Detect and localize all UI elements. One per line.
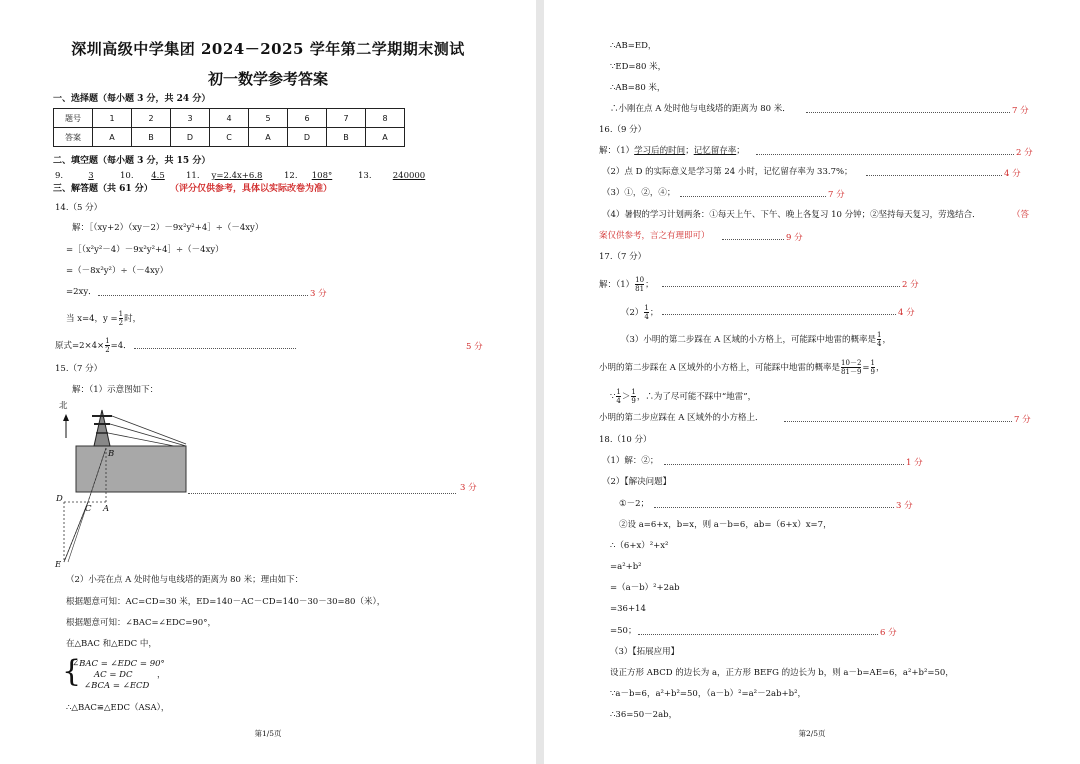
- point-label-c: C: [85, 504, 92, 514]
- score-leader: [784, 421, 1012, 422]
- score-leader: [756, 154, 1014, 155]
- q16-line: [599, 146, 745, 157]
- table-row: [54, 128, 405, 147]
- fraction: [841, 359, 861, 376]
- score-leader: [664, 464, 904, 465]
- q17-text: 小明的第二步踩在 A 区域外的小方格上，可能踩中地雷的概率是: [599, 363, 841, 373]
- fill-a10: 4.5: [151, 171, 165, 181]
- scoring-note: （评分仅供参考，具体以实际改卷为准）: [170, 184, 333, 194]
- q14-line: =［（x²y²－4）－9x²y²+4］÷（－4xy）: [66, 245, 224, 255]
- q18-line: ∴36=50－2ab，: [610, 710, 678, 720]
- q17-line: [621, 331, 891, 348]
- table-cell: 3: [171, 109, 210, 128]
- q17-text: ∵: [610, 392, 616, 402]
- page-title: 深圳高级中学集团 2024－2025 学年第二学期期末测试: [71, 40, 465, 58]
- fraction: [105, 337, 109, 354]
- q15-cont-line: ∴AB=80 米，: [610, 83, 666, 93]
- score-leader: [866, 175, 1002, 176]
- q18-line: 设正方形 ABCD 的边长为 a，正方形 BEFG 的边长为 b，则 a－b=AE=6，a²+b²=50，: [610, 668, 954, 678]
- score-points: 4 分: [898, 308, 915, 318]
- fraction-denominator: 2: [118, 319, 124, 327]
- fill-q13: 13.: [358, 171, 372, 181]
- page-1: [0, 0, 536, 764]
- q15-line: 根据题意可知：∠BAC=∠EDC=90°，: [66, 618, 216, 628]
- q17-text: （3）小明的第二步踩在 A 区域的小方格上，可能踩中地雷的概率是: [621, 335, 876, 345]
- score-leader: [654, 507, 894, 508]
- system-line: ∠BCA = ∠ECD: [84, 681, 150, 691]
- q17-line: [599, 276, 654, 293]
- point-label-d: D: [56, 494, 63, 504]
- q14-line: =（－8x²y²）÷（－4xy）: [66, 266, 169, 276]
- system-brace: {: [62, 654, 82, 689]
- table-cell: 4: [210, 109, 249, 128]
- q18-line: （1）解：②；: [602, 456, 659, 466]
- page-subtitle: 初一数学参考答案: [207, 70, 328, 88]
- fraction-denominator: 81: [635, 285, 645, 293]
- system-end: ，: [157, 670, 166, 680]
- q14-text: 时，: [124, 314, 142, 324]
- score-points: 1 分: [906, 458, 923, 468]
- table-row: [54, 109, 405, 128]
- score-leader: [98, 295, 308, 296]
- fraction-denominator: 2: [105, 346, 110, 354]
- fraction-denominator: 4: [876, 340, 882, 348]
- table-cell: 答案: [54, 128, 93, 147]
- q17-text: ＞: [621, 392, 631, 402]
- fraction-numerator: 1: [876, 331, 882, 339]
- fraction-numerator: 1: [870, 359, 876, 367]
- table-cell: 1: [93, 109, 132, 128]
- fraction-denominator: 81－9: [841, 368, 862, 376]
- tower-diagram: [50, 398, 200, 573]
- q18-line: =（a－b）²+2ab: [610, 583, 680, 593]
- score-points: 7 分: [1014, 415, 1031, 425]
- q14-line: [55, 337, 132, 354]
- fraction-denominator: 4: [616, 397, 621, 405]
- fraction-numerator: 1: [105, 337, 110, 345]
- north-label: 北: [59, 401, 68, 411]
- fill-q11: 11.: [186, 171, 200, 181]
- fraction-numerator: 1: [118, 310, 124, 318]
- fraction-numerator: 1: [631, 388, 636, 396]
- page-number: 第1/5页: [254, 729, 282, 738]
- q17-text: ，: [882, 335, 891, 345]
- score-points: 7 分: [1012, 106, 1029, 116]
- table-cell: C: [210, 128, 249, 147]
- q17-heading: 17.（7 分）: [599, 252, 647, 262]
- q17-text: 解：（1）: [599, 280, 635, 290]
- answer-table: [53, 108, 405, 147]
- q16-text: ；: [685, 146, 694, 156]
- q18-line: （3）【拓展应用】: [610, 647, 680, 657]
- q16-answer: 学习后的时间: [634, 146, 686, 156]
- q14-line: 解：［（xy+2）（xy－2）－9x²y²+4］÷（－4xy）: [72, 223, 264, 233]
- q16-note: 案仅供参考，言之有理即可）: [599, 231, 710, 241]
- q15-cont-line: ∴AB=ED，: [610, 41, 657, 51]
- fraction: [119, 310, 123, 327]
- fraction: [877, 331, 881, 348]
- q16-heading: 16.（9 分）: [599, 125, 647, 135]
- q17-text: ；: [645, 280, 654, 290]
- score-leader: [188, 493, 456, 494]
- power-line: [110, 424, 186, 446]
- score-leader: [680, 196, 826, 197]
- fill-q9: 9.: [55, 171, 64, 181]
- table-cell: 8: [366, 109, 405, 128]
- score-points: 3 分: [310, 289, 327, 299]
- q14-line: [66, 310, 141, 327]
- table-cell: B: [132, 128, 171, 147]
- score-points: 3 分: [896, 501, 913, 511]
- q18-line: =36+14: [610, 604, 646, 614]
- score-leader: [662, 286, 900, 287]
- system-line: ∠BAC = ∠EDC = 90°: [72, 659, 165, 669]
- q17-text: ，: [876, 363, 885, 373]
- q14-heading: 14.（5 分）: [55, 203, 103, 213]
- fill-q10: 10.: [120, 171, 134, 181]
- q17-text: ，∴为了尽可能不踩中“地雷”，: [636, 392, 757, 402]
- fill-q12: 12.: [284, 171, 298, 181]
- q18-line: ①－2；: [619, 499, 650, 509]
- score-points: 9 分: [786, 233, 803, 243]
- q15-heading: 15.（7 分）: [55, 364, 103, 374]
- fraction: [635, 276, 644, 293]
- point-label-b: B: [108, 449, 115, 459]
- q16-note: （答: [1012, 210, 1030, 220]
- table-cell: D: [288, 128, 327, 147]
- q18-line: =50；: [610, 626, 637, 636]
- table-cell: A: [93, 128, 132, 147]
- fraction: [616, 388, 620, 405]
- q16-line: （2）点 D 的实际意义是学习第 24 小时，记忆留存率为 33.7%；: [602, 167, 853, 177]
- q17-line: [610, 388, 756, 405]
- table-cell: D: [171, 128, 210, 147]
- north-arrowhead-icon: [63, 414, 69, 421]
- q17-text: =: [862, 363, 870, 373]
- table-cell: A: [249, 128, 288, 147]
- score-points: 2 分: [902, 280, 919, 290]
- fraction-numerator: 1: [616, 388, 621, 396]
- q16-line: （4）暑假的学习计划两条：①每天上午、下午、晚上各复习 10 分钟；②坚持每天复习，劳逸结合．: [602, 210, 981, 220]
- power-line: [112, 416, 186, 444]
- point-label-a: A: [103, 504, 110, 514]
- q16-text: ；: [736, 146, 745, 156]
- score-leader: [662, 314, 896, 315]
- fraction-denominator: 4: [644, 313, 649, 321]
- table-cell: 题号: [54, 109, 93, 128]
- system-line: AC = DC: [94, 670, 133, 680]
- score-leader: [806, 112, 1010, 113]
- score-points: 2 分: [1016, 148, 1033, 158]
- fraction-denominator: 9: [631, 397, 636, 405]
- q17-line: [621, 304, 658, 321]
- q18-line: ②设 a=6+x，b=x，则 a－b=6，ab=（6+x）x=7，: [619, 520, 832, 530]
- score-points: 7 分: [828, 190, 845, 200]
- q16-answer: 记忆留存率: [693, 146, 737, 156]
- section-heading-solve: 三、解答题（共 61 分）: [53, 184, 153, 194]
- fraction-numerator: 1: [644, 304, 649, 312]
- table-cell: B: [327, 128, 366, 147]
- fill-a13: 240000: [392, 171, 426, 181]
- q16-line: （3）①，②，④；: [602, 188, 676, 198]
- fraction: [631, 388, 635, 405]
- q18-heading: 18.（10 分）: [599, 435, 652, 445]
- fraction: [871, 359, 875, 376]
- q18-line: （2）【解决问题】: [602, 477, 672, 487]
- fraction-denominator: 9: [870, 368, 876, 376]
- q18-line: ∵a－b=6，a²+b²=50，（a－b）²=a²－2ab+b²，: [610, 689, 806, 699]
- score-points: 6 分: [880, 628, 897, 638]
- fill-a9: 3: [88, 171, 94, 181]
- q15-line: 解：（1）示意图如下：: [72, 385, 159, 395]
- q15-cont-line: ∵ED=80 米，: [610, 62, 667, 72]
- q15-line: 根据题意可知：AC=CD=30 米，ED=140－AC－CD=140－30－30=80（米），: [66, 597, 386, 607]
- ground-band: [76, 446, 186, 492]
- q14-text: 当 x=4，y =: [66, 314, 118, 324]
- q14-line: =2xy．: [66, 287, 97, 297]
- table-cell: 7: [327, 109, 366, 128]
- q17-line: [599, 359, 885, 376]
- q17-text: ；: [649, 308, 659, 318]
- fill-a11: y=2.4x+6.8: [211, 171, 263, 181]
- fraction-numerator: 10: [635, 276, 645, 284]
- q16-text: 解：（1）: [599, 146, 635, 156]
- q15-line: 在△BAC 和△EDC 中，: [66, 639, 157, 649]
- q18-line: =a²+b²: [610, 562, 642, 572]
- point-label-e: E: [55, 560, 62, 570]
- table-cell: 6: [288, 109, 327, 128]
- table-cell: 2: [132, 109, 171, 128]
- score-points: 3 分: [460, 483, 477, 493]
- score-points: 5 分: [466, 342, 483, 352]
- q18-line: ∴（6+x）²+x²: [610, 541, 669, 551]
- fraction: [644, 304, 648, 321]
- q14-text: 原式=2×4×: [55, 341, 105, 351]
- q15-line: ∴△BAC≌△EDC（ASA），: [66, 703, 170, 713]
- page-number: 第2/5页: [798, 729, 826, 738]
- q14-text: =4．: [110, 341, 132, 351]
- table-cell: 5: [249, 109, 288, 128]
- score-points: 4 分: [1004, 169, 1021, 179]
- q15-line: （2）小亮在点 A 处时他与电线塔的距离为 80 米；理由如下：: [66, 575, 304, 585]
- section-heading-fill: 二、填空题（每小题 3 分，共 15 分）: [53, 156, 211, 166]
- table-cell: A: [366, 128, 405, 147]
- q17-text: （2）: [621, 308, 644, 318]
- fill-a12: 108°: [311, 171, 333, 181]
- score-leader: [722, 239, 784, 240]
- score-leader: [134, 348, 296, 349]
- page-2: [544, 0, 1080, 764]
- q15-cont-line: ∴小刚在点 A 处时他与电线塔的距离为 80 米．: [610, 104, 791, 114]
- score-leader: [638, 634, 878, 635]
- section-heading-choice: 一、选择题（每小题 3 分，共 24 分）: [53, 94, 211, 104]
- q17-line: 小明的第二步应踩在 A 区域外的小方格上．: [599, 413, 764, 423]
- fraction-numerator: 10－2: [841, 359, 862, 367]
